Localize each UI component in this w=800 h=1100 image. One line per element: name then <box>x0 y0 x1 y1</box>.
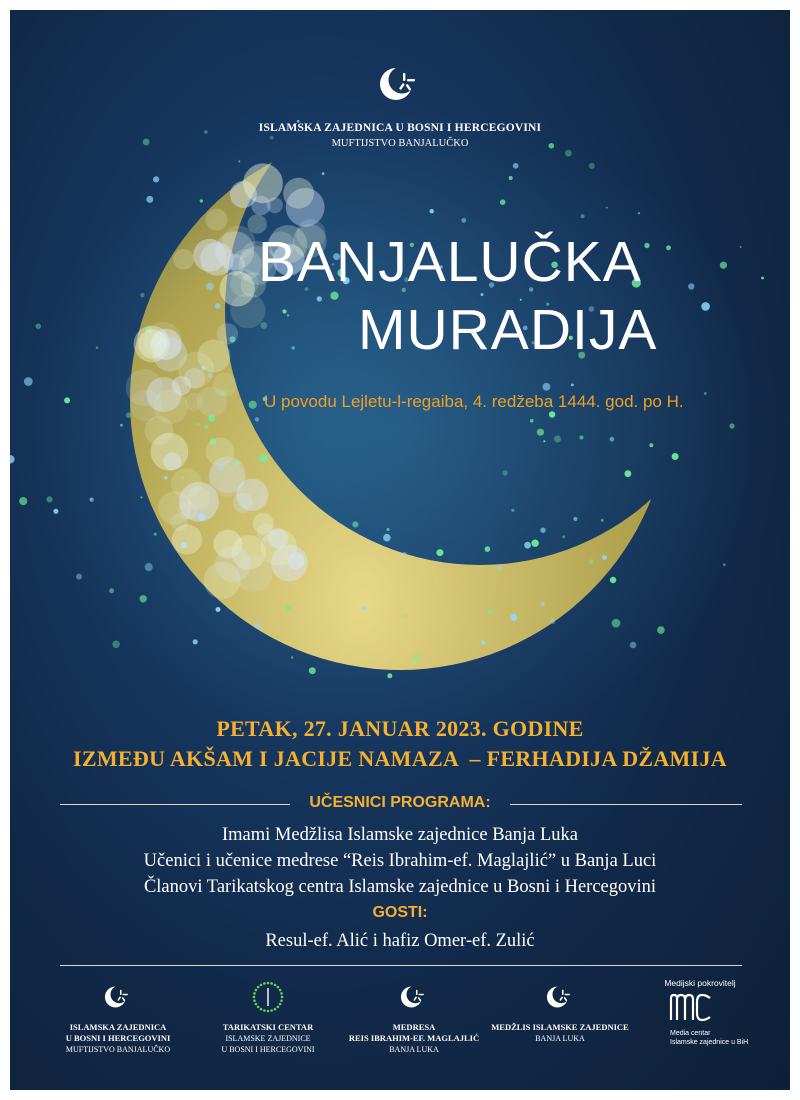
media-sponsor <box>650 978 750 1047</box>
bokeh-dot <box>387 528 390 531</box>
bokeh-bubble <box>163 452 181 470</box>
bokeh-bubble <box>173 249 194 270</box>
bokeh-dot <box>571 384 574 387</box>
bokeh-dot <box>255 623 261 629</box>
bokeh-dot <box>602 555 607 560</box>
poster <box>10 10 790 1090</box>
bokeh-dot <box>485 546 491 552</box>
bokeh-dot <box>197 423 199 425</box>
bokeh-dot <box>96 346 99 349</box>
ring-dot <box>279 989 282 992</box>
ring-dot <box>260 984 263 987</box>
bokeh-bubble <box>243 163 283 203</box>
guests-names: Resul-ef. Alić i hafiz Omer-ef. Zulić <box>265 931 535 951</box>
bokeh-dot <box>146 196 153 203</box>
bokeh-bubble <box>268 528 288 548</box>
organizer-name-2: REIS IBRAHIM-EF. MAGLAJLIĆ <box>348 1033 480 1043</box>
bokeh-dot <box>657 626 665 634</box>
guests-heading: GOSTI: <box>372 904 428 921</box>
bokeh-dot <box>19 497 27 505</box>
ring-dot <box>257 986 260 989</box>
bokeh-dot <box>761 277 764 280</box>
bokeh-dot <box>589 163 595 169</box>
participant-item: Članovi Tarikatskog centra Islamske zajednice u Bosni i Hercegovini <box>143 877 657 897</box>
bokeh-bubble <box>171 468 202 499</box>
ring-dot <box>280 992 283 995</box>
participants-heading: UČESNICI PROGRAMA: <box>309 794 491 811</box>
ring-dot <box>267 1010 270 1013</box>
bokeh-dot <box>362 606 366 610</box>
bokeh-dot <box>238 160 240 162</box>
organizer-name: MEDŽLIS ISLAMSKE ZAJEDNICE <box>491 1022 629 1032</box>
organizer-name-2: ISLAMSKE ZAJEDNICE <box>225 1034 311 1043</box>
bokeh-dot <box>537 429 544 436</box>
bokeh-dot <box>46 496 52 502</box>
title-line-2: MURADIJA <box>358 298 658 362</box>
crescent-star-icon <box>397 980 431 1014</box>
bokeh-dot <box>704 392 707 395</box>
bokeh-dot <box>140 595 147 602</box>
organizer-name-2: U BOSNI I HERCEGOVINI <box>65 1033 171 1043</box>
ring-dot <box>281 996 284 999</box>
crescent-star-icon <box>543 980 577 1014</box>
bokeh-dot <box>145 563 153 571</box>
bokeh-dot <box>383 534 391 542</box>
ring-dot <box>270 982 273 985</box>
footer-organizer-4 <box>480 980 640 1044</box>
ring-dot <box>263 982 266 985</box>
event-date: PETAK, 27. JANUAR 2023. GODINE <box>216 716 584 741</box>
bokeh-bubble <box>209 456 246 493</box>
bokeh-bubble <box>235 555 272 592</box>
bokeh-dot <box>580 436 584 440</box>
bokeh-dot <box>120 424 123 427</box>
bokeh-dot <box>286 605 291 610</box>
bokeh-dot <box>481 640 485 644</box>
bokeh-dot <box>193 639 198 644</box>
organizer-unit: U BOSNI I HERCEGOVINI <box>221 1045 315 1054</box>
bokeh-dot <box>215 303 221 309</box>
ring-dot <box>255 989 258 992</box>
divider-right <box>510 804 742 805</box>
organizer-unit: BANJA LUKA <box>535 1034 585 1043</box>
bokeh-dot <box>511 509 514 512</box>
bokeh-dot <box>543 383 551 391</box>
organizer-name: TARIKATSKI CENTAR <box>222 1022 314 1032</box>
bokeh-dot <box>497 565 502 570</box>
bokeh-dot <box>487 609 493 615</box>
ring-dot <box>253 996 256 999</box>
bokeh-bubble <box>217 323 238 344</box>
ring-dot <box>279 1003 282 1006</box>
bokeh-dot <box>612 619 621 628</box>
dotted-circle-icon <box>251 980 285 1014</box>
bokeh-dot <box>625 470 632 477</box>
bokeh-bubble <box>233 493 253 513</box>
bokeh-dot <box>729 423 734 428</box>
bokeh-dot <box>249 401 257 409</box>
bokeh-dot <box>502 470 507 475</box>
bokeh-dot <box>140 293 144 297</box>
bokeh-dot <box>309 667 316 674</box>
bokeh-bubble <box>288 552 305 569</box>
bokeh-dot <box>164 476 168 480</box>
bokeh-dot <box>541 602 545 606</box>
bokeh-dot <box>309 516 312 519</box>
sponsor-name-2: Islamske zajednice u BiH <box>670 1039 749 1046</box>
bokeh-bubble <box>253 513 274 534</box>
crescent-star-icon <box>101 980 135 1014</box>
bokeh-dot <box>500 199 506 205</box>
bokeh-bubble <box>206 209 228 231</box>
bokeh-dot <box>740 246 742 248</box>
sponsor-label: Medijski pokrovitelj <box>664 978 736 988</box>
bokeh-dot <box>513 163 519 169</box>
footer-divider <box>60 965 742 966</box>
bokeh-dot <box>255 417 259 421</box>
participant-item: Imami Medžlisa Islamske zajednice Banja Luka <box>222 825 578 845</box>
bokeh-dot <box>153 176 159 182</box>
bokeh-dot <box>550 619 555 624</box>
ring-dot <box>277 986 280 989</box>
bokeh-dot <box>291 656 293 658</box>
participant-item: Učenici i učenice medrese “Reis Ibrahim-ef. Maglajlić” u Banja Luci <box>143 851 657 871</box>
bokeh-dot <box>649 443 653 447</box>
bokeh-dot <box>36 323 42 329</box>
bokeh-dot <box>76 574 82 580</box>
bokeh-dot <box>403 614 407 618</box>
bokeh-dot <box>430 209 434 213</box>
bokeh-dot <box>64 397 70 403</box>
bokeh-dot <box>509 176 513 180</box>
bokeh-bubble <box>153 389 188 424</box>
title-line-1: BANJALUČKA <box>258 230 642 294</box>
bokeh-dot <box>352 521 358 527</box>
organizer-unit: BANJA LUKA <box>389 1045 439 1054</box>
bokeh-bubble <box>172 524 202 554</box>
bokeh-dot <box>200 199 203 202</box>
bokeh-dot <box>24 377 33 386</box>
sponsor-name: Media centar <box>670 1030 711 1037</box>
bokeh-dot <box>531 540 538 547</box>
org-name: ISLAMSKA ZAJEDNICA U BOSNI I HERCEGOVINI <box>258 122 542 134</box>
participants-list <box>10 822 790 900</box>
bokeh-dot <box>549 411 555 417</box>
bokeh-dot <box>259 454 268 463</box>
bokeh-bubble <box>138 330 167 359</box>
event-subtitle: U povodu Lejletu-l-regaiba, 4. redžeba 1444. god. po H. <box>264 392 684 411</box>
bokeh-dot <box>530 419 534 423</box>
bokeh-dot <box>720 262 727 269</box>
org-subunit: MUFTIJSTVO BANJALUČKO <box>331 138 469 149</box>
bokeh-dot <box>461 218 466 223</box>
ring-dot <box>274 1008 277 1011</box>
bokeh-bubble <box>197 386 227 416</box>
bokeh-dot <box>554 436 561 443</box>
bokeh-dot <box>112 641 120 649</box>
bokeh-dot <box>630 642 637 649</box>
crescent-moon-illustration <box>10 10 790 1090</box>
footer-organizer-1 <box>38 980 198 1055</box>
bokeh-dot <box>565 150 572 157</box>
bokeh-dot <box>610 437 615 442</box>
event-details <box>10 714 790 774</box>
event-time-place: IZMEĐU AKŠAM I JACIJE NAMAZA – FERHADIJA DŽAMIJA <box>73 746 727 771</box>
bokeh-bubble <box>283 178 314 209</box>
organizer-name: MEDRESA <box>392 1022 436 1032</box>
bokeh-dot <box>126 412 132 418</box>
bokeh-dot <box>154 533 157 536</box>
ring-dot <box>274 984 277 987</box>
ring-dot <box>267 982 270 985</box>
bokeh-bubble <box>197 340 230 373</box>
bokeh-dot <box>216 607 221 612</box>
organizer-unit: MUFTIJSTVO BANJALUČKO <box>65 1045 171 1054</box>
footer-organizer-2 <box>188 980 348 1055</box>
bokeh-dot <box>666 245 671 250</box>
bokeh-dot <box>204 424 209 429</box>
ring-dot <box>280 999 283 1002</box>
bokeh-dot <box>140 496 142 498</box>
bokeh-dot <box>53 509 58 514</box>
bokeh-dot <box>701 302 710 311</box>
bokeh-dot <box>387 673 392 678</box>
bokeh-dot <box>287 499 290 502</box>
bokeh-dot <box>524 542 531 549</box>
bokeh-dot <box>606 207 608 209</box>
ring-dot <box>255 1003 258 1006</box>
ring-dot <box>253 999 256 1002</box>
bokeh-dot <box>589 559 594 564</box>
organizer-name: ISLAMSKA ZAJEDNICA <box>69 1022 167 1032</box>
ring-dot <box>260 1008 263 1011</box>
ring-dot <box>270 1009 273 1012</box>
bokeh-dot <box>403 552 407 556</box>
crescent-star-icon <box>374 58 426 110</box>
ring-dot <box>277 1006 280 1009</box>
event-title <box>258 228 657 364</box>
bokeh-dot <box>638 212 640 214</box>
bokeh-dot <box>413 654 420 661</box>
bokeh-dot <box>109 588 114 593</box>
issuing-organization <box>10 122 790 149</box>
bokeh-dot <box>688 283 694 289</box>
bokeh-dot <box>510 614 517 621</box>
bokeh-dot <box>573 517 577 521</box>
bokeh-dot <box>90 498 94 502</box>
ring-dot <box>253 992 256 995</box>
bokeh-dot <box>322 172 325 175</box>
bokeh-dot <box>206 283 214 291</box>
bokeh-dot <box>601 519 604 522</box>
bokeh-bubble <box>184 368 205 389</box>
bokeh-dot <box>543 440 545 442</box>
bokeh-dot <box>672 453 679 460</box>
ring-dot <box>263 1009 266 1012</box>
bokeh-dot <box>723 563 726 566</box>
bokeh-dot <box>581 214 585 218</box>
mc-logo-icon <box>668 992 712 1022</box>
bokeh-dot <box>436 549 443 556</box>
footer-organizer-3 <box>334 980 494 1055</box>
bokeh-dot <box>540 528 545 533</box>
ring-dot <box>257 1006 260 1009</box>
bokeh-dot <box>610 577 616 583</box>
bokeh-dot <box>562 535 565 538</box>
